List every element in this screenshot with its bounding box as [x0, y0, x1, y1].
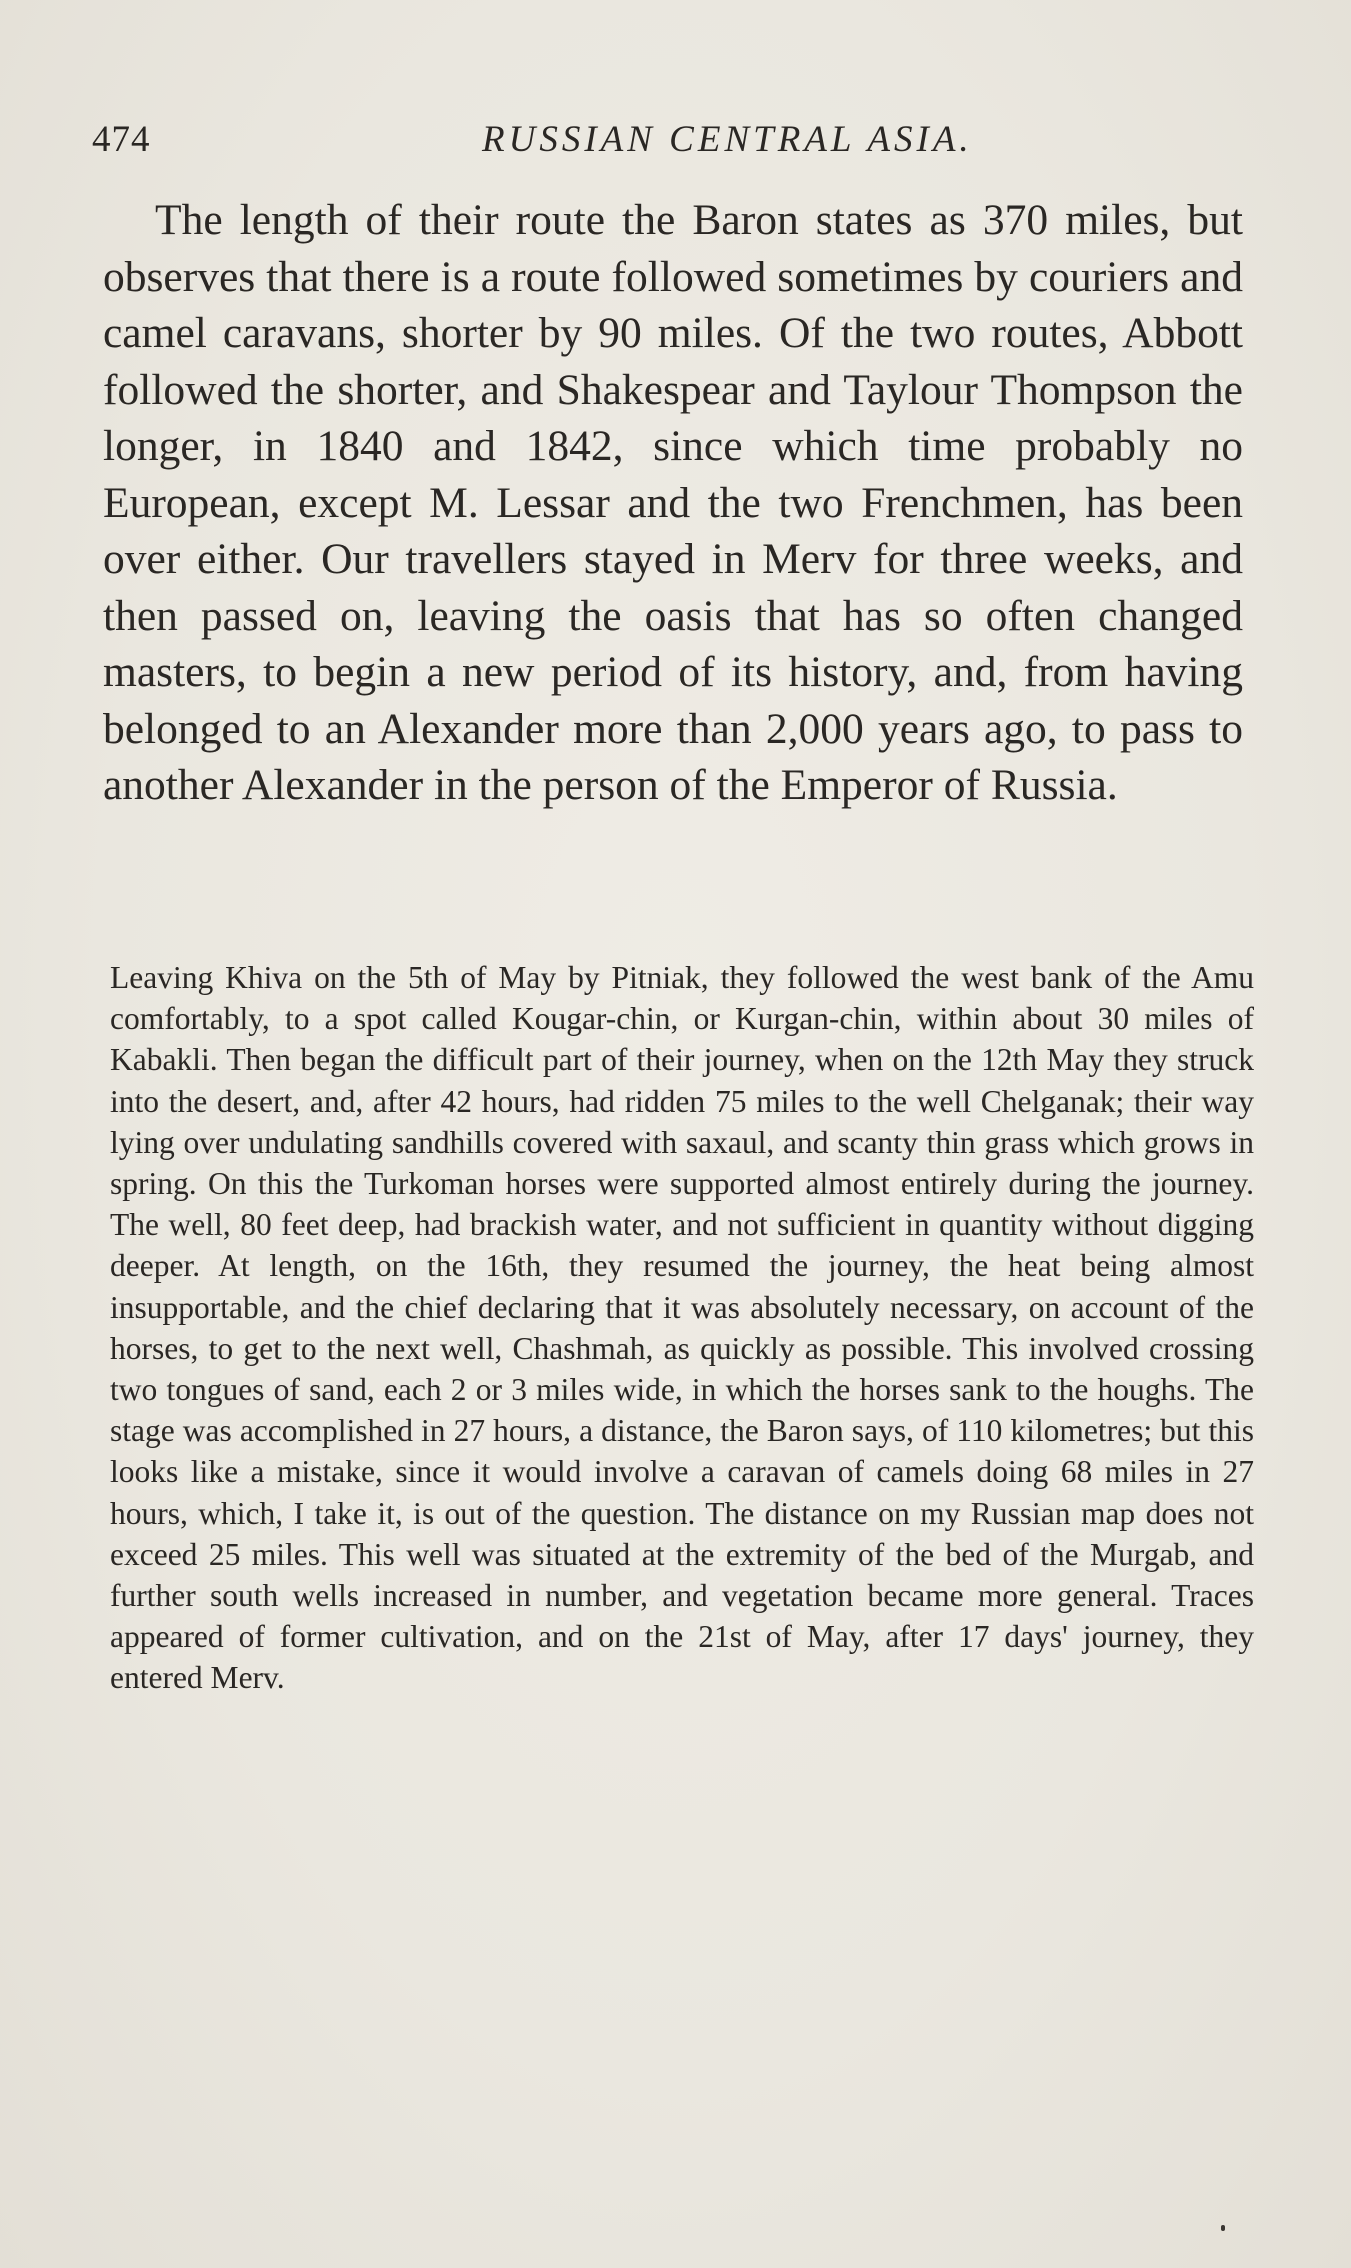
ink-speck: [1221, 2225, 1225, 2231]
page-number: 474: [92, 119, 151, 160]
running-head: RUSSIAN CENTRAL ASIA.: [482, 119, 973, 160]
page-header: [92, 118, 1252, 168]
main-paragraph: The length of their route the Baron states as 370 miles, but observes that there is a route followed sometimes by couriers and camel caravans, shorter by 90 miles. Of the two routes, Abbott followed the shorter, and Shakespear and Taylour Thompson the longer, in 1840 and 1842, since which time probably no European, except M. Lessar and the two Frenchmen, has been over either. Our travellers stayed in Merv for three weeks, and then passed on, leaving the oasis that has so often changed masters, to begin a new period of its history, and, from having belonged to an Alexander more than 2,000 years ago, to pass to another Alexander in the person of the Emperor of Russia.: [103, 196, 1243, 809]
footnote-paragraph: Leaving Khiva on the 5th of May by Pitniak, they followed the west bank of the Amu comfortably, to a spot called Kougar-chin, or Kurgan-chin, within about 30 miles of Kabakli. Then began the difficult part of their journey, when on the 12th May they struck into the desert, and, after 42 hours, had ridden 75 miles to the well Chelganak; their way lying over undulating sandhills covered with saxaul, and scanty thin grass which grows in spring. On this the Turkoman horses were supported almost entirely during the journey. The well, 80 feet deep, had brackish water, and not sufficient in quantity without digging deeper. At length, on the 16th, they resumed the journey, the heat being almost insupportable, and the chief declaring that it was absolutely necessary, on account of the horses, to get to the next well, Chashmah, as quickly as possible. This involved crossing two tongues of sand, each 2 or 3 miles wide, in which the horses sank to the houghs. The stage was accomplished in 27 hours, a distance, the Baron says, of 110 kilometres; but this looks like a mistake, since it would involve a caravan of camels doing 68 miles in 27 hours, which, I take it, is out of the question. The distance on my Russian map does not exceed 25 miles. This well was situated at the extremity of the bed of the Murgab, and further south wells increased in number, and vegetation became more general. Traces appeared of former cultivation, and on the 21st of May, after 17 days' journey, they entered Merv.: [110, 960, 1254, 1696]
